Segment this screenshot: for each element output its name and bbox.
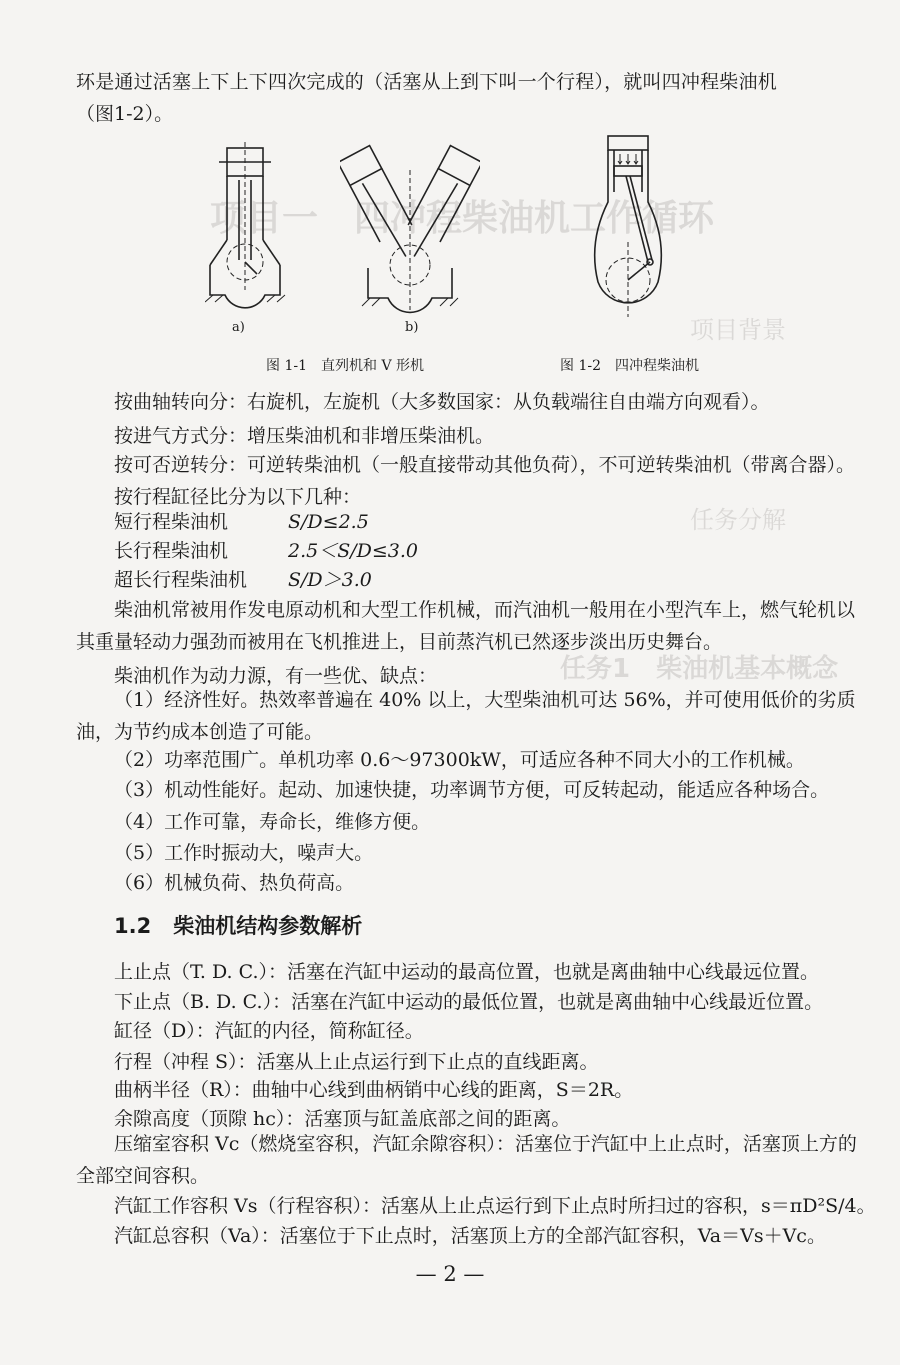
stroke-ratio-row (114, 508, 228, 536)
definition-item: 汽缸总容积（Va）：活塞位于下止点时，活塞顶上方的全部汽缸容积，Va＝Vs＋Vc。 (114, 1225, 826, 1247)
figure-caption-1-1: 图 1-1 直列机和 V 形机 (266, 358, 425, 374)
figure-four-stroke-engine (578, 132, 678, 322)
stroke-ratio-formula: S/D≤2.5 (288, 511, 369, 533)
figure-caption-1-2: 图 1-2 四冲程柴油机 (560, 358, 699, 374)
stroke-ratio-formula: 2.5＜S/D≤3.0 (288, 540, 419, 562)
stroke-ratio-name: 长行程柴油机 (114, 540, 229, 562)
stroke-ratio-row (114, 537, 228, 565)
stroke-ratio-formula: S/D＞3.0 (288, 569, 372, 591)
definition-item: 上止点（T. D. C.）：活塞在汽缸中运动的最高位置，也就是离曲轴中心线最远位置。 (114, 961, 819, 983)
stroke-ratio-name: 短行程柴油机 (114, 511, 229, 533)
figure-inline-engine (205, 140, 295, 310)
figure-v-engine (340, 130, 480, 320)
bleed-through-task-heading: 任务分解 (690, 506, 786, 534)
usage-paragraph: 柴油机常被用作发电原动机和大型工作机械，而汽油机一般用在小型汽车上，燃气轮机以其重量轻动力强劲而被用在飞机推进上，目前蒸汽机已然逐步淡出历史舞台。 (76, 599, 856, 653)
bleed-through-title: 项目一 四冲程柴油机工作循环 (210, 198, 715, 239)
definition-item: 下止点（B. D. C.）：活塞在汽缸中运动的最低位置，也就是离曲轴中心线最近位置。 (114, 991, 824, 1013)
stroke-ratio-row (114, 566, 247, 594)
pros-cons-item: （5）工作时振动大，噪声大。 (114, 842, 374, 864)
classification-rotation: 按曲轴转向分：右旋机，左旋机（大多数国家：从负载端往自由端方向观看）。 (114, 391, 770, 413)
pros-cons-item: （1）经济性好。热效率普遍在 40% 以上，大型柴油机可达 56%，并可使用低价的劣质油，为节约成本创造了可能。 (76, 689, 856, 743)
figure-sub-caption-a: a) (232, 320, 245, 335)
pros-cons-item: （3）机动性能好。起动、加速快捷，功率调节方便，可反转起动，能适应各种场合。 (114, 779, 830, 801)
intro-line-2: （图1-2）。 (76, 103, 174, 125)
section-title: 柴油机结构参数解析 (173, 914, 363, 938)
classification-reversible: 按可否逆转分：可逆转柴油机（一般直接带动其他负荷），不可逆转柴油机（带离合器）。 (114, 454, 856, 476)
definition-item: 余隙高度（顶隙 hc）：活塞顶与缸盖底部之间的距离。 (114, 1108, 571, 1130)
classification-stroke-ratio: 按行程缸径比分为以下几种： (114, 486, 362, 508)
definition-item: 汽缸工作容积 Vs（行程容积）：活塞从上止点运行到下止点时所扫过的容积，s＝πD²S/4。 (114, 1195, 876, 1217)
pros-cons-intro: 柴油机作为动力源，有一些优、缺点： (114, 665, 438, 687)
figure-sub-caption-b: b) (405, 320, 419, 335)
pros-cons-item: （6）机械负荷、热负荷高。 (114, 872, 355, 894)
section-heading (114, 910, 362, 940)
section-number: 1.2 (114, 914, 152, 938)
definition-item: 缸径（D）：汽缸的内径，简称缸径。 (114, 1020, 424, 1042)
bleed-through-task1: 任务1 柴油机基本概念 (560, 654, 839, 684)
definition-item: 曲柄半径（R）：曲轴中心线到曲柄销中心线的距离，S＝2R。 (114, 1079, 634, 1101)
classification-intake: 按进气方式分：增压柴油机和非增压柴油机。 (114, 425, 495, 447)
pros-cons-item: （4）工作可靠，寿命长，维修方便。 (114, 811, 431, 833)
page-number: — 2 — (415, 1262, 485, 1286)
bleed-through-heading: 项目背景 (690, 316, 786, 344)
definition-item: 行程（冲程 S）：活塞从上止点运行到下止点的直线距离。 (114, 1051, 599, 1073)
stroke-ratio-name: 超长行程柴油机 (114, 569, 248, 591)
intro-line-1: 环是通过活塞上下上下四次完成的（活塞从上到下叫一个行程），就叫四冲程柴油机 (76, 71, 777, 93)
definition-item: 压缩室容积 Vc（燃烧室容积，汽缸余隙容积）：活塞位于汽缸中上止点时，活塞顶上方的全部空间容积。 (76, 1133, 857, 1187)
pros-cons-item: （2）功率范围广。单机功率 0.6～97300kW，可适应各种不同大小的工作机械。 (114, 749, 805, 771)
